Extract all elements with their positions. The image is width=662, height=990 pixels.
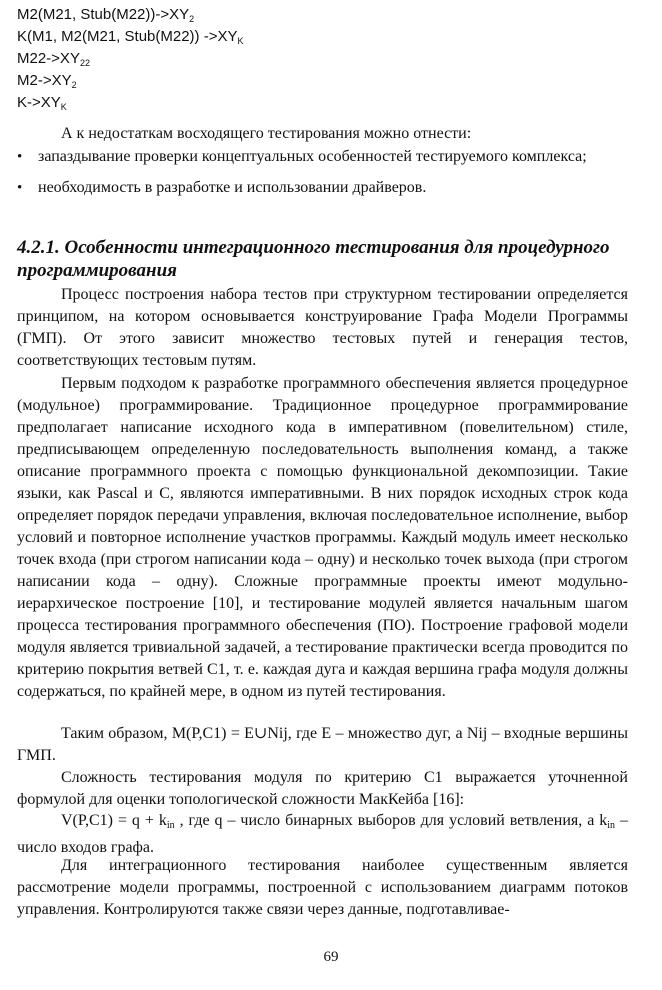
code-line: $M22->XY_{22}$ — [17, 50, 90, 68]
bullet-icon: • — [17, 180, 23, 196]
paragraph: Сложность тестирования модуля по критерию С1 выражается уточненной формулой для оценки топологической сложности МакКейба [16]: — [17, 769, 628, 808]
code-line: K(M1, M2(M21, Stub(M22)) $->XY_K$ — [17, 28, 244, 46]
page-number: 69 — [323, 949, 339, 965]
code-line: M2(M21, $Stub(M22))->XY_2$ — [17, 6, 195, 24]
code-line: $M2->XY_2$ — [17, 72, 77, 90]
bullet-icon: • — [17, 149, 23, 165]
intro-paragraph: А к недостаткам восходящего тестирования можно отнести: — [61, 125, 472, 142]
formula-paragraph: $V(P,C1) = q + k_{in}$ , где q – число бинарных выборов для условий ветвления, а $k_{in}$ – число входов графа. — [17, 812, 629, 856]
section-heading: 4.2.1. Особенности интеграционного тестирования для процедурного программирования — [17, 237, 610, 281]
bullet-list — [17, 146, 628, 199]
list-item — [17, 146, 628, 168]
paragraph: Таким образом, M(P,C1) = E∪Nij, где Е – множество дуг, а Nij – входные вершины ГМП. — [17, 725, 628, 764]
code-line: $K->XY_K$ — [17, 94, 67, 112]
list-item-text: необходимость в разработке и использовании драйверов. — [38, 179, 427, 196]
list-item — [17, 177, 628, 199]
list-item-text: запаздывание проверки концептуальных особенностей тестируемого комплекса; — [38, 148, 587, 165]
paragraph: Процесс построения набора тестов при структурном тестировании определяется принципом, на котором основывается конструирование Графа Модели Программы (ГМП). От этого зависит множество тестовых путей и генерация тестов, соответствующих тестовым путям. — [17, 286, 628, 369]
paragraph: Для интеграционного тестирования наиболее существенным является рассмотрение модели программы, построенной с использованием диаграмм потоков управления. Контролируются также связи через данные, подготавливае- — [17, 857, 628, 918]
paragraph: Первым подходом к разработке программного обеспечения является процедурное (модульное) программирование. Традиционное процедурное программирование предполагает написание исходного кода в императивном (повелительном) стиле, предписывающем определенную последовательность выполнения команд, а также описание программного проекта с помощью функциональной декомпозиции. Такие языки, как Pascal и C, являются императивными. В них порядок исходных строк кода определяет порядок передачи управления, включая последовательное исполнение, выбор условий и повторное исполнение участков программы. Каждый модуль имеет несколько точек входа (при строгом написании кода – одну) и несколько точек выхода (при строгом написании кода – одну). Сложные программные проекты имеют модульно-иерархическое построение [10], и тестирование модулей является начальным шагом процесса тестирования программного обеспечения (ПО). Построение графовой модели модуля является тривиальной задачей, а тестирование практически всегда проводится по критерию покрытия ветвей C1, т. е. каждая дуга и каждая вершина графа модуля должны содержаться, по крайней мере, в одном из путей тестирования. — [17, 375, 628, 700]
